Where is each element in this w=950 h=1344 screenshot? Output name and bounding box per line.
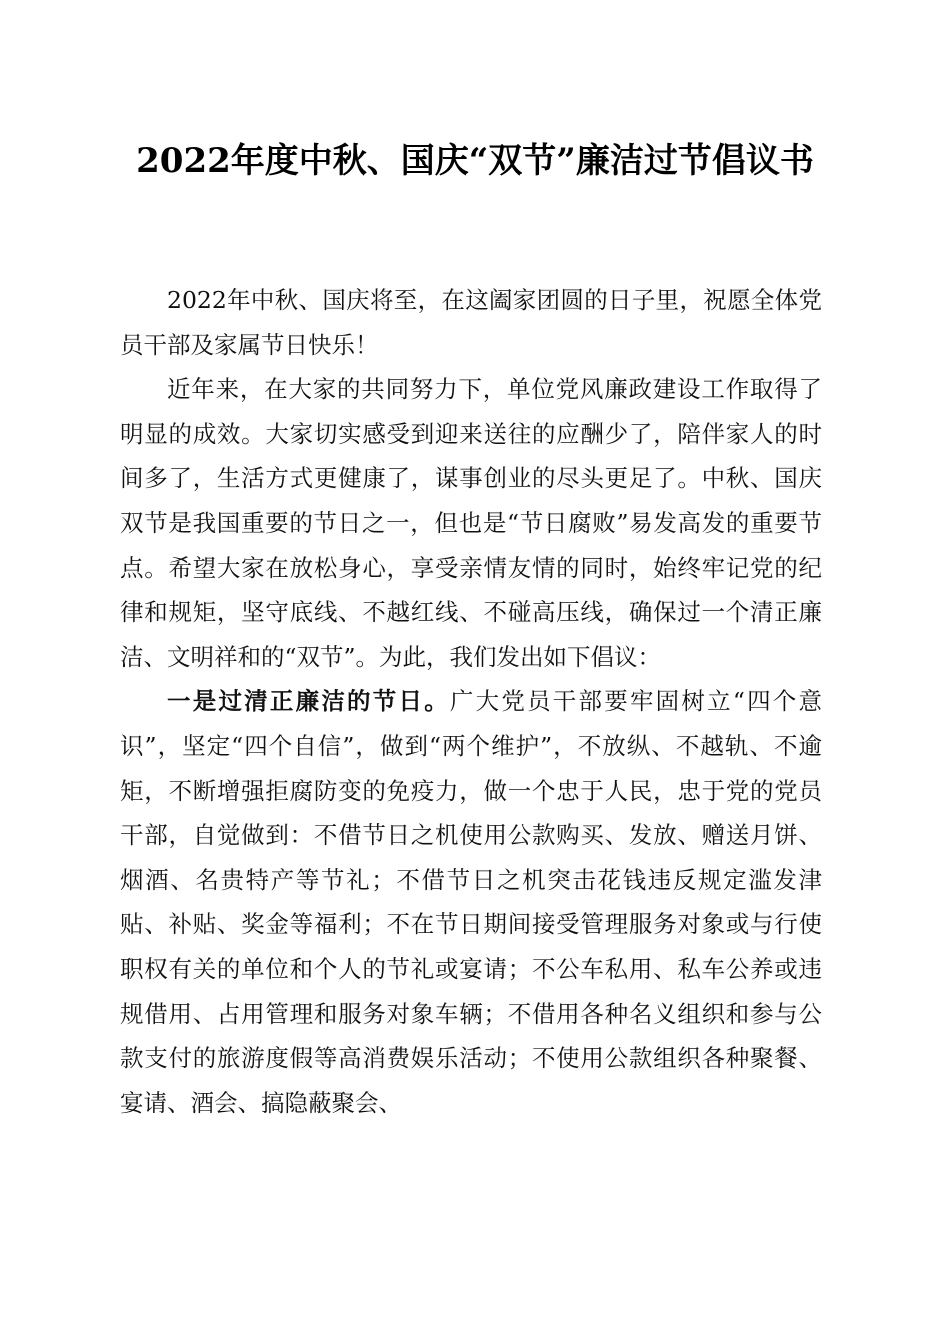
paragraph-lead-heading: 一是过清正廉洁的节日。: [167, 687, 450, 716]
document-body: [120, 278, 822, 1125]
paragraph-initiative-one: [120, 679, 822, 1125]
paragraph-background: [120, 367, 822, 679]
paragraph-text: 广大党员干部要牢固树立“四个意识”，坚定“四个自信”，做到“两个维护”，不放纵、不越轨、不逾矩，不断增强拒腐防变的免疫力，做一个忠于人民，忠于党的党员干部，自觉做到：不借节日之机使用公款购买、发放、赠送月饼、烟酒、名贵特产等节礼；不借节日之机突击花钱违反规定滥发津贴、补贴、奖金等福利；不在节日期间接受管理服务对象或与行使职权有关的单位和个人的节礼或宴请；不公车私用、私车公养或违规借用、占用管理和服务对象车辆；不借用各种名义组织和参与公款支付的旅游度假等高消费娱乐活动；不使用公款组织各种聚餐、宴请、酒会、搞隐蔽聚会、: [120, 687, 823, 1117]
paragraph-text: 近年来，在大家的共同努力下，单位党风廉政建设工作取得了明显的成效。大家切实感受到迎来送往的应酬少了，陪伴家人的时间多了，生活方式更健康了，谋事创业的尽头更足了。中秋、国庆双节是我国重要的节日之一，但也是“节日腐败”易发高发的重要节点。希望大家在放松身心，享受亲情友情的同时，始终牢记党的纪律和规矩，坚守底线、不越红线、不碰高压线，确保过一个清正廉洁、文明祥和的“双节”。为此，我们发出如下倡议：: [120, 375, 822, 671]
paragraph-text: 2022年中秋、国庆将至，在这阖家团圆的日子里，祝愿全体党员干部及家属节日快乐！: [120, 286, 822, 359]
paragraph-greeting: [120, 278, 822, 367]
document-title: 2022年度中秋、国庆“双节”廉洁过节倡议书: [136, 141, 814, 181]
